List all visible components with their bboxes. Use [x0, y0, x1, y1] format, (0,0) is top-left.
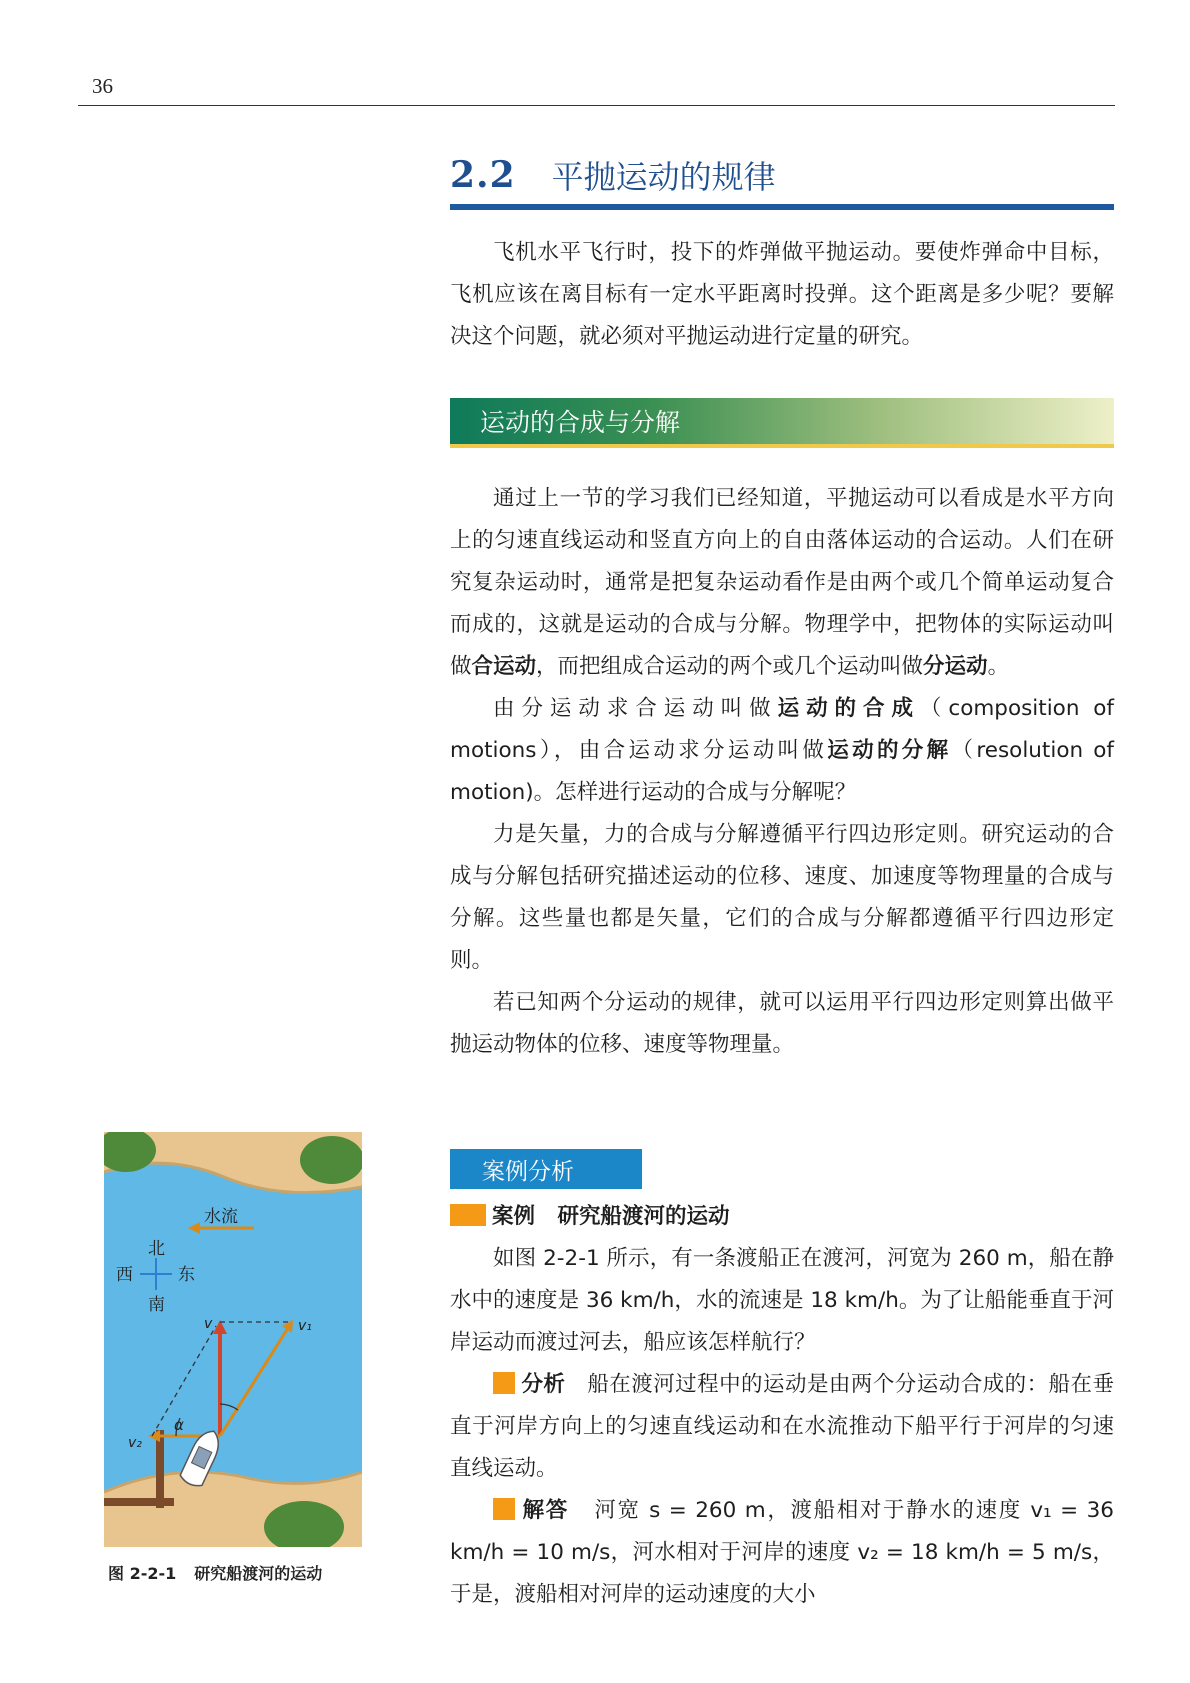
paragraph-1	[450, 478, 1114, 688]
orange-marker-icon	[450, 1204, 486, 1226]
tree-top-right	[300, 1136, 362, 1184]
page-number: 36	[92, 74, 113, 98]
v-label: v	[204, 1316, 213, 1332]
figure-caption	[108, 1561, 322, 1584]
analysis-paragraph	[450, 1364, 1114, 1490]
case-heading	[450, 1196, 1114, 1238]
section-heading	[450, 150, 1114, 200]
paragraph-1-text-b: ，而把组成合运动的两个或几个运动叫做	[536, 654, 924, 679]
figure-number: 图 2-2-1	[108, 1564, 177, 1583]
header-rule	[78, 105, 1115, 106]
paragraph-2-text-a: 由分运动求合运动叫做	[493, 696, 778, 721]
title-rule	[450, 204, 1114, 210]
v1-label: v₁	[298, 1318, 312, 1334]
river-crossing-illustration	[104, 1132, 362, 1547]
section-number: 2.2	[450, 154, 516, 196]
case-text: 如图 2-2-1 所示，有一条渡船正在渡河，河宽为 260 m，船在静水中的速度是 36 km/h，水的流速是 18 km/h。为了让船能垂直于河岸运动而渡过河去，船应该怎样航行？	[450, 1246, 1114, 1355]
pier-deck	[104, 1498, 174, 1506]
river-crossing-figure	[104, 1132, 362, 1547]
solution-paragraph	[450, 1490, 1114, 1616]
paragraph-1-text-c: 。	[987, 654, 1010, 679]
paragraph-4: 若已知两个分运动的规律，就可以运用平行四边形定则算出做平抛运动物体的位移、速度等物理量。	[450, 990, 1114, 1057]
intro-block	[450, 232, 1114, 358]
alpha-label: α	[174, 1416, 184, 1434]
compass-south-label: 南	[148, 1295, 165, 1315]
paragraph-2-text-b: （composition of motions），由合运动求分运动叫做	[450, 696, 1114, 763]
analysis-text: 船在渡河过程中的运动是由两个分运动合成的：船在垂直于河岸方向上的匀速直线运动和在水流推动下船平行于河岸的匀速直线运动。	[450, 1372, 1114, 1481]
body-text	[450, 478, 1114, 1066]
case-block	[450, 1196, 1114, 1616]
paragraph-1-text-a: 通过上一节的学习我们已经知道，平抛运动可以看成是水平方向上的匀速直线运动和竖直方向上的自由落体运动的合运动。人们在研究复杂运动时，通常是把复杂运动看作是由两个或几个简单运动复合而成的，这就是运动的合成与分解。物理学中，把物体的实际运动叫做	[450, 486, 1114, 679]
paragraph-2	[450, 688, 1114, 814]
case-label: 案例	[492, 1204, 536, 1229]
flow-label: 水流	[204, 1207, 238, 1227]
v2-label: v₂	[128, 1435, 142, 1451]
intro-paragraph: 飞机水平飞行时，投下的炸弹做平抛运动。要使炸弹命中目标，飞机应该在离目标有一定水平距离时投弹。这个距离是多少呢？要解决这个问题，就必须对平抛运动进行定量的研究。	[450, 240, 1114, 349]
solution-text: 河宽 s = 260 m，渡船相对于静水的速度 v₁ = 36 km/h = 10 m/s，河水相对于河岸的速度 v₂ = 18 km/h = 5 m/s，于是，渡船相对河岸的运动速度的大小	[450, 1498, 1114, 1607]
solution-label: 解答	[521, 1498, 569, 1523]
term-composition: 运动的合成	[777, 696, 920, 721]
section-title: 平抛运动的规律	[551, 158, 776, 196]
compass-west-label: 西	[116, 1265, 133, 1285]
figure-title: 研究船渡河的运动	[194, 1564, 323, 1583]
orange-marker-icon	[493, 1498, 515, 1520]
term-component-motion: 分运动	[923, 654, 988, 679]
term-resolution: 运动的分解	[827, 738, 952, 763]
compass-east-label: 东	[178, 1265, 195, 1285]
orange-marker-icon	[493, 1372, 515, 1394]
subsection-title: 运动的合成与分解	[480, 408, 681, 437]
compass-north-label: 北	[148, 1239, 165, 1259]
paragraph-3: 力是矢量，力的合成与分解遵循平行四边形定则。研究运动的合成与分解包括研究描述运动的位移、速度、加速度等物理量的合成与分解。这些量也都是矢量，它们的合成与分解都遵循平行四边形定则。	[450, 822, 1114, 973]
subsection-banner	[450, 398, 1114, 444]
paragraph-2-text-c: （resolution of motion)。怎样进行运动的合成与分解呢？	[450, 738, 1115, 805]
case-analysis-tag: 案例分析	[450, 1149, 642, 1189]
case-title: 研究船渡河的运动	[557, 1204, 730, 1229]
term-resultant-motion: 合运动	[471, 654, 537, 679]
analysis-label: 分析	[521, 1372, 566, 1397]
